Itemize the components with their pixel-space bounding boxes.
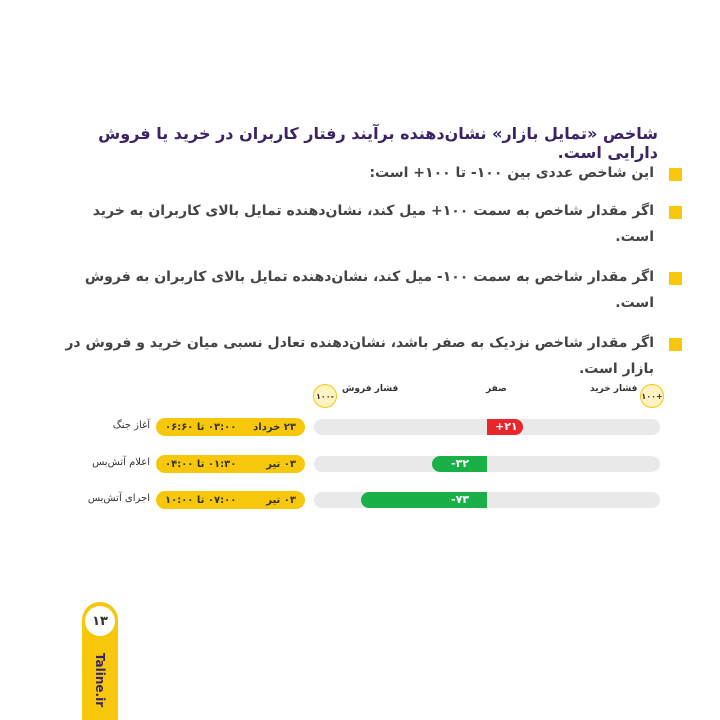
event-date-pill [156,418,305,436]
event-date-pill [156,491,305,509]
bullet-square-icon [669,272,682,285]
sentiment-value-label: -۷۳ [451,493,469,506]
sell-max-badge: ۱۰۰- [313,384,337,408]
event-label: اعلام آتش‌بس [92,457,150,468]
sentiment-value-label: -۳۲ [451,457,469,470]
buy-max-badge: ۱۰۰+ [640,384,664,408]
bullet-square-icon [669,168,682,181]
sentiment-value-label: +۲۱ [495,420,518,433]
bullet-item [62,160,682,186]
event-time-range: ۰۳:۰۰ تا ۰۶:۶۰ [165,421,237,433]
event-label: اجرای آتش‌بس [87,493,150,504]
event-label: آغاز جنگ [112,420,150,431]
event-time-range: ۰۱:۳۰ تا ۰۴:۰۰ [165,458,237,470]
page-number: ۱۳ [85,606,115,636]
bullet-square-icon [669,338,682,351]
bullet-square-icon [669,206,682,219]
bullet-list [62,160,682,396]
bullet-text: این شاخص عددی بین ۱۰۰- تا ۱۰۰+ است: [369,165,654,181]
event-date: ۰۳ تیر [266,494,296,506]
site-name: Taline.ir [93,652,108,708]
event-date-pill [156,455,305,473]
bullet-item [62,264,682,316]
bullet-item [62,198,682,250]
event-time-range: ۰۷:۰۰ تا ۱۰:۰۰ [165,494,237,506]
bullet-text: اگر مقدار شاخص به سمت ۱۰۰+ میل کند، نشان‌دهنده تمایل بالای کاربران به خرید است. [92,203,654,245]
event-date: ۲۳ خرداد [253,421,296,433]
sell-pressure-label: فشار فروش [342,384,399,394]
page-heading: شاخص «تمایل بازار» نشان‌دهنده برآیند رفتار کاربران در خرید یا فروش دارایی است. [98,124,658,162]
bullet-item [62,330,682,382]
zero-label: صفر [486,384,507,394]
bullet-text: اگر مقدار شاخص نزدیک به صفر باشد، نشان‌دهنده تعادل نسبی میان خرید و فروش در بازار است. [65,335,654,377]
page-tab [82,602,118,720]
buy-pressure-label: فشار خرید [590,384,638,394]
event-date: ۰۳ تیر [266,458,296,470]
sentiment-track [314,456,660,472]
bullet-text: اگر مقدار شاخص به سمت ۱۰۰- میل کند، نشان‌دهنده تمایل بالای کاربران به فروش است. [84,269,654,311]
